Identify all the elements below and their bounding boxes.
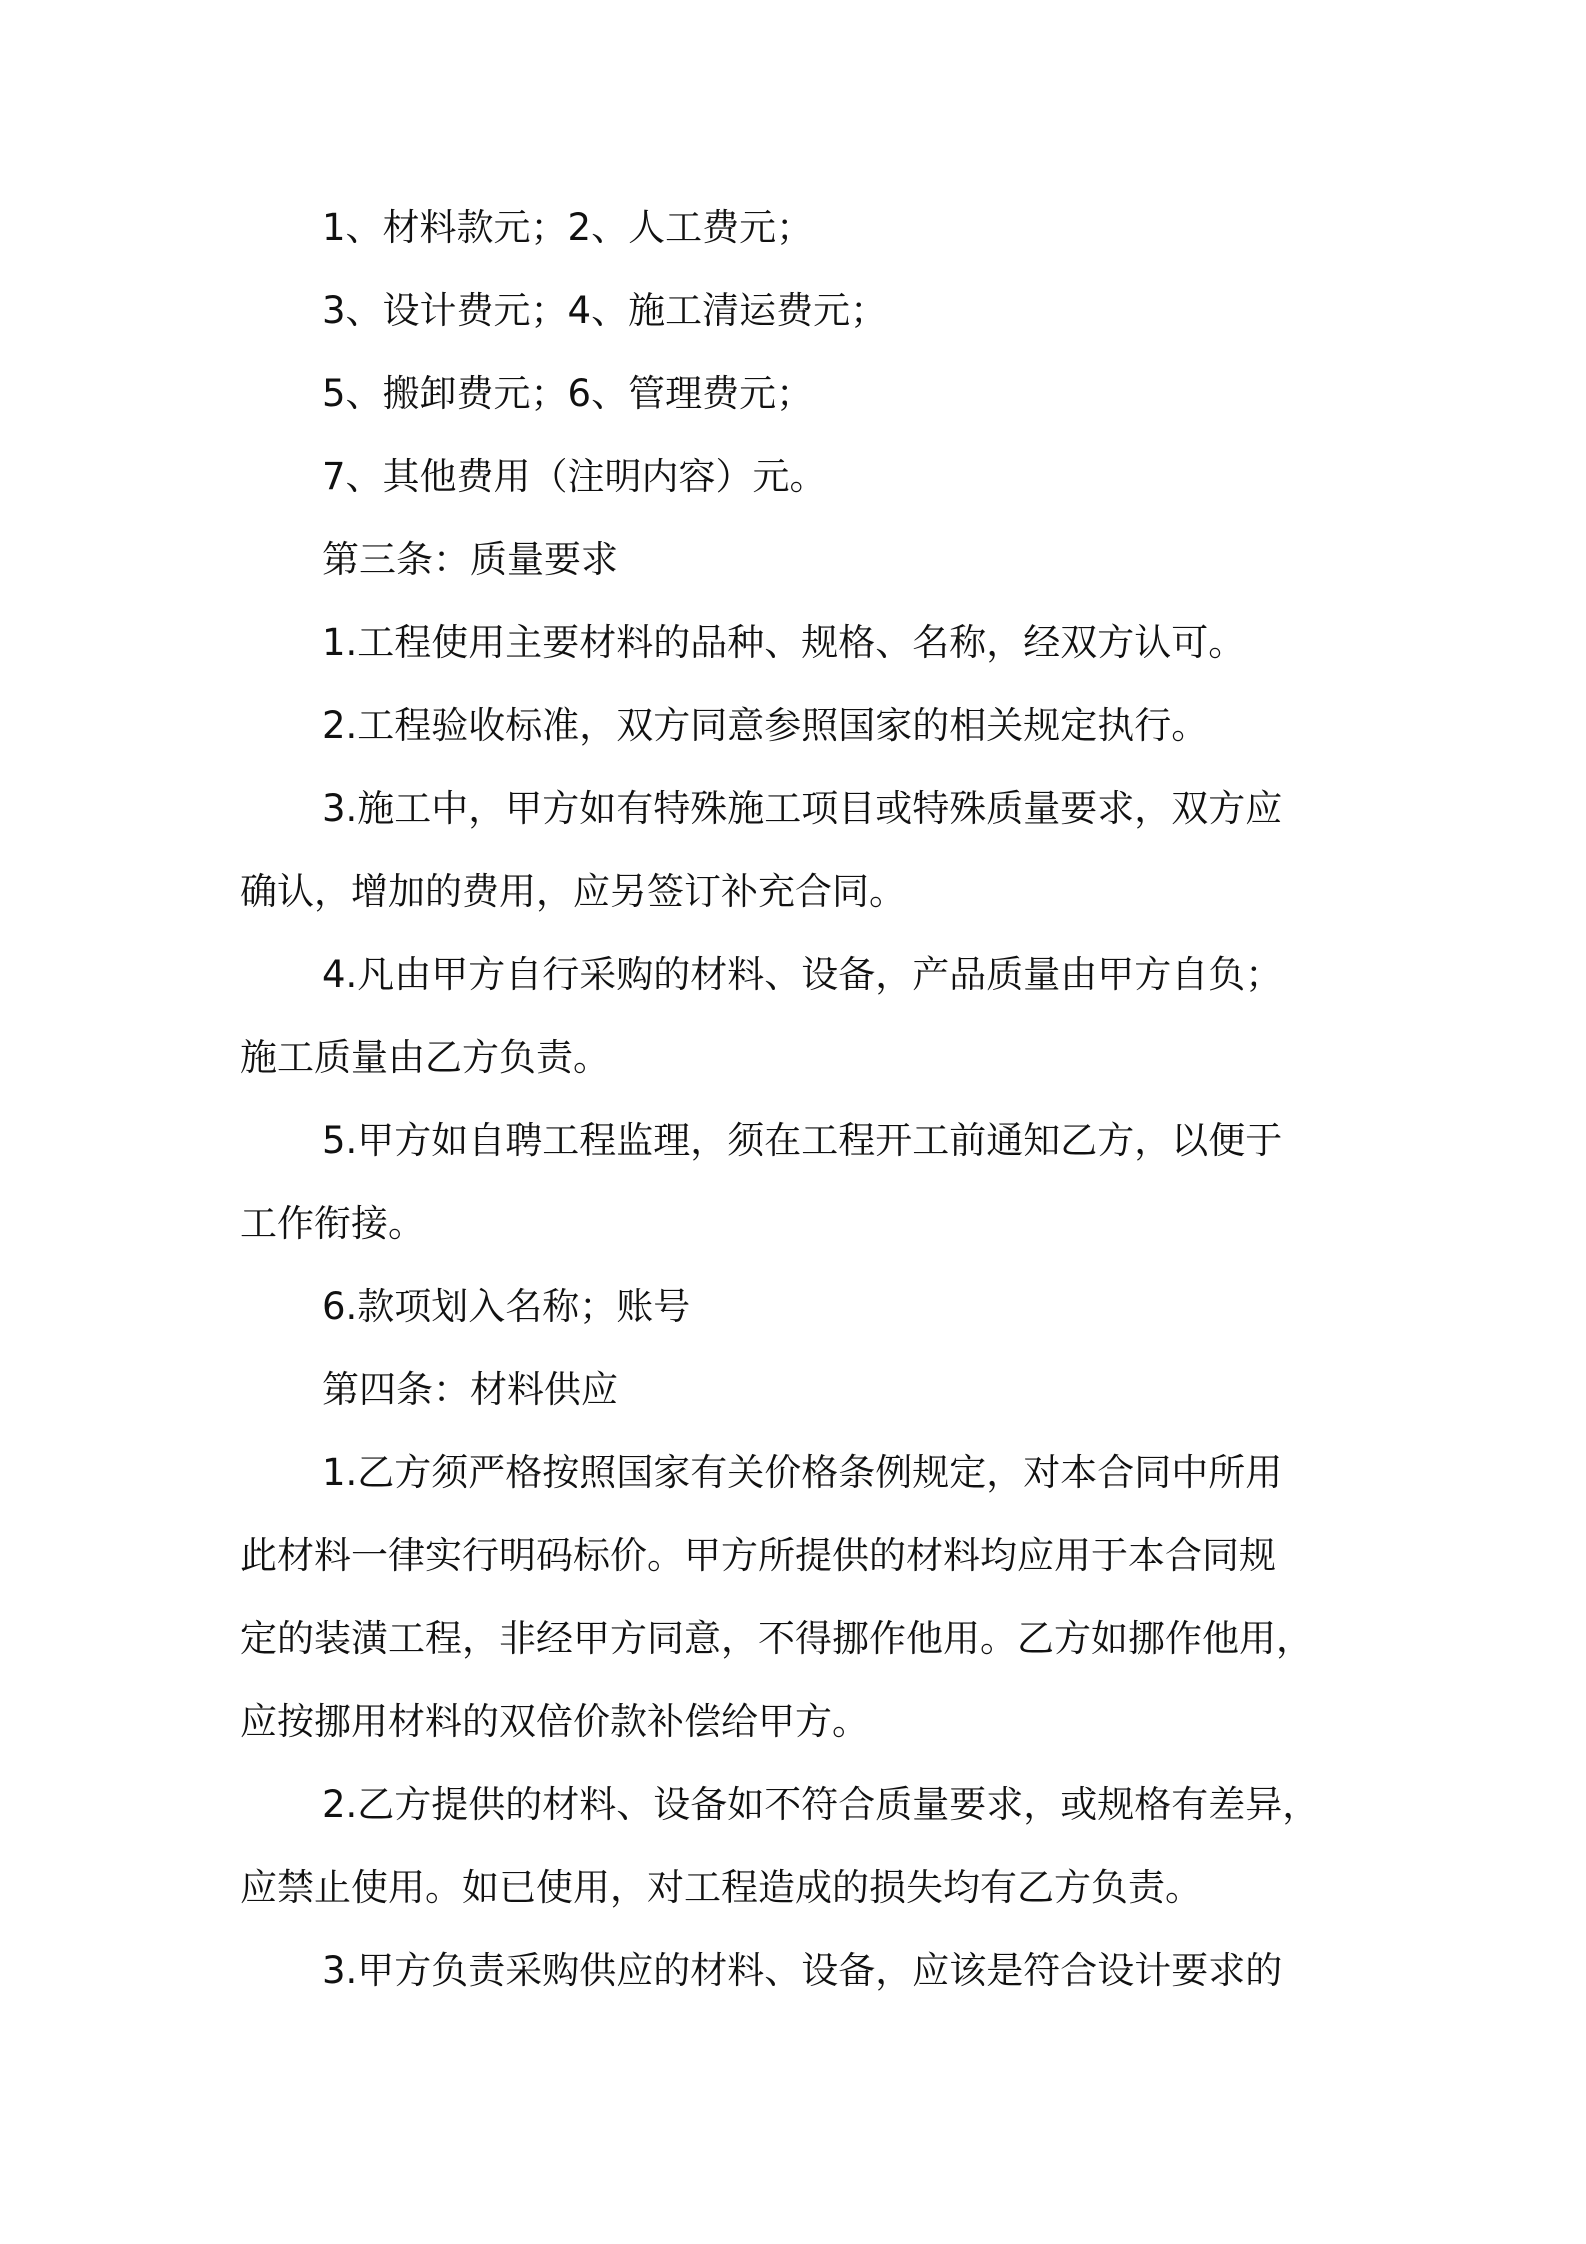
- fee-items-1-2: 1、材料款元；2、人工费元；: [322, 206, 814, 249]
- article-3-clause-4-cont: 施工质量由乙方负责。: [240, 1036, 610, 1079]
- article-4-clause-2-cont: 应禁止使用。如已使用，对工程造成的损失均有乙方负责。: [240, 1866, 1202, 1909]
- article-4-clause-1-cont-2: 定的装潢工程，非经甲方同意，不得挪作他用。乙方如挪作他用，: [240, 1617, 1313, 1660]
- article-3-clause-6: 6.款项划入名称；账号: [322, 1285, 691, 1328]
- article-3-heading: 第三条：质量要求: [322, 538, 618, 581]
- fee-items-5-6: 5、搬卸费元；6、管理费元；: [322, 372, 814, 415]
- fee-item-7: 7、其他费用（注明内容）元。: [322, 455, 827, 498]
- article-3-clause-3: 3.施工中，甲方如有特殊施工项目或特殊质量要求，双方应: [322, 787, 1283, 830]
- article-4-clause-1-cont-1: 此材料一律实行明码标价。甲方所提供的材料均应用于本合同规: [240, 1534, 1276, 1577]
- article-3-clause-5: 5.甲方如自聘工程监理，须在工程开工前通知乙方，以便于: [322, 1119, 1283, 1162]
- article-3-clause-1: 1.工程使用主要材料的品种、规格、名称，经双方认可。: [322, 621, 1246, 664]
- article-3-clause-5-cont: 工作衔接。: [240, 1202, 425, 1245]
- article-3-clause-4: 4.凡由甲方自行采购的材料、设备，产品质量由甲方自负；: [322, 953, 1283, 996]
- article-4-clause-3: 3.甲方负责采购供应的材料、设备，应该是符合设计要求的: [322, 1949, 1283, 1992]
- article-4-clause-1: 1.乙方须严格按照国家有关价格条例规定，对本合同中所用: [322, 1451, 1283, 1494]
- article-3-clause-2: 2.工程验收标准，双方同意参照国家的相关规定执行。: [322, 704, 1209, 747]
- article-4-clause-2: 2.乙方提供的材料、设备如不符合质量要求，或规格有差异，: [322, 1783, 1320, 1826]
- article-4-clause-1-cont-3: 应按挪用材料的双倍价款补偿给甲方。: [240, 1700, 869, 1743]
- article-3-clause-3-cont: 确认，增加的费用，应另签订补充合同。: [240, 870, 906, 913]
- article-4-heading: 第四条：材料供应: [322, 1368, 618, 1411]
- fee-items-3-4: 3、设计费元；4、施工清运费元；: [322, 289, 888, 332]
